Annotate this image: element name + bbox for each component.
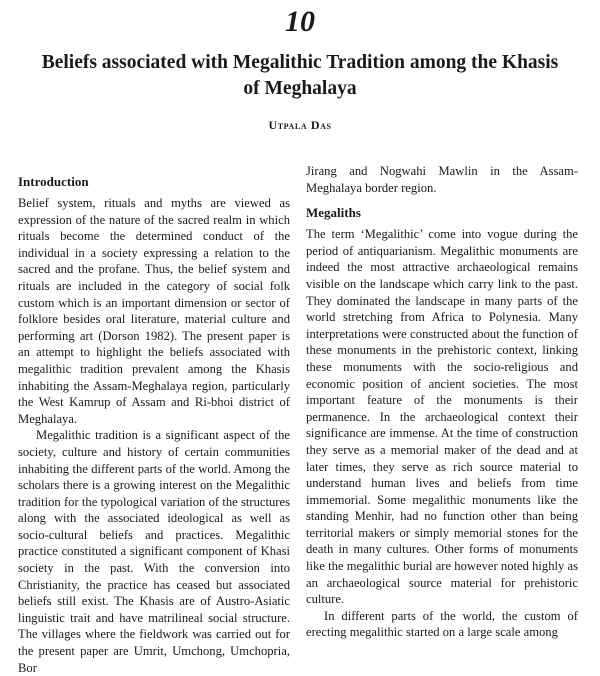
paragraph: The term ‘Megalithic’ come into vogue during the period of antiquarianism. Megalithic monuments are indeed the most attractive archaeological remains visible on the landscape which carry link to the past. They dominated the landscape in many parts of the world stretching from Africa to Polynesia. Many interpretations were constructed about the function of these monuments in the prehistoric context, linking these monuments with the socio-religious and economic position of ancient societies. The most important feature of the monuments is their permanence. In the archaeological context their significance are immense. At the time of construction they serve as a memorial maker of the dead and at later times, they serve as rich source material to understand human lives and beliefs from time immemorial. Some megalithic monuments like the standing Menhir, had no function other than being territorial makers or simply memorial stones for the death in many cultures. Other forms of monuments like the megalithic burial are however noted highly as an archaeological source material for prehistoric culture.	[306, 227, 578, 607]
right-column	[306, 163, 578, 641]
section-heading-introduction: Introduction	[18, 174, 89, 189]
paragraph-continuation: Jirang and Nogwahi Mawlin in the Assam-Meghalaya border region.	[306, 164, 578, 195]
section-heading-megaliths: Megaliths	[306, 205, 361, 221]
paragraph: Megalithic tradition is a significant aspect of the society, culture and history of certain communities inhabiting the different parts of the world. Among the scholars there is a growing interest on the Megalithic tradition for the typological variation of the structures along with the associated ideological as well as socio-cultural beliefs and practices. Megalithic practice constituted a significant component of Khasi society in the past. With the conversion into Christianity, the practice has ceased but associated beliefs still exist. The Khasis are of Austro-Asiatic linguistic trait and have matrilineal social structure. The villages where the fieldwork was carried out for the present paper are Umrit, Umchong, Umchopria, Bor	[18, 428, 290, 675]
paragraph: In different parts of the world, the custom of erecting megalithic started on a large scale among	[306, 608, 578, 640]
chapter-number: 10	[285, 5, 315, 38]
chapter-title: Beliefs associated with Megalithic Tradition among the Khasis of Meghalaya	[41, 52, 559, 99]
paragraph: Belief system, rituals and myths are viewed as expression of the nature of the sacred realm in which rituals become the determined conduct of the individual in a society expressing a relation to the sacred and the profane. Thus, the belief system and rituals are included in the category of social folk custom which is an important dimension or sector of folklore besides oral literature, material culture and performing art (Dorson 1982). The present paper is an attempt to highlight the beliefs associated with megalithic tradition prevalent among the Khasis inhabiting the Assam-Meghalaya region, particularly the West Kamrup of Assam and Ri-bhoi district of Meghalaya.	[18, 196, 290, 426]
author-name: Utpala Das	[268, 118, 332, 132]
left-column	[18, 163, 290, 676]
